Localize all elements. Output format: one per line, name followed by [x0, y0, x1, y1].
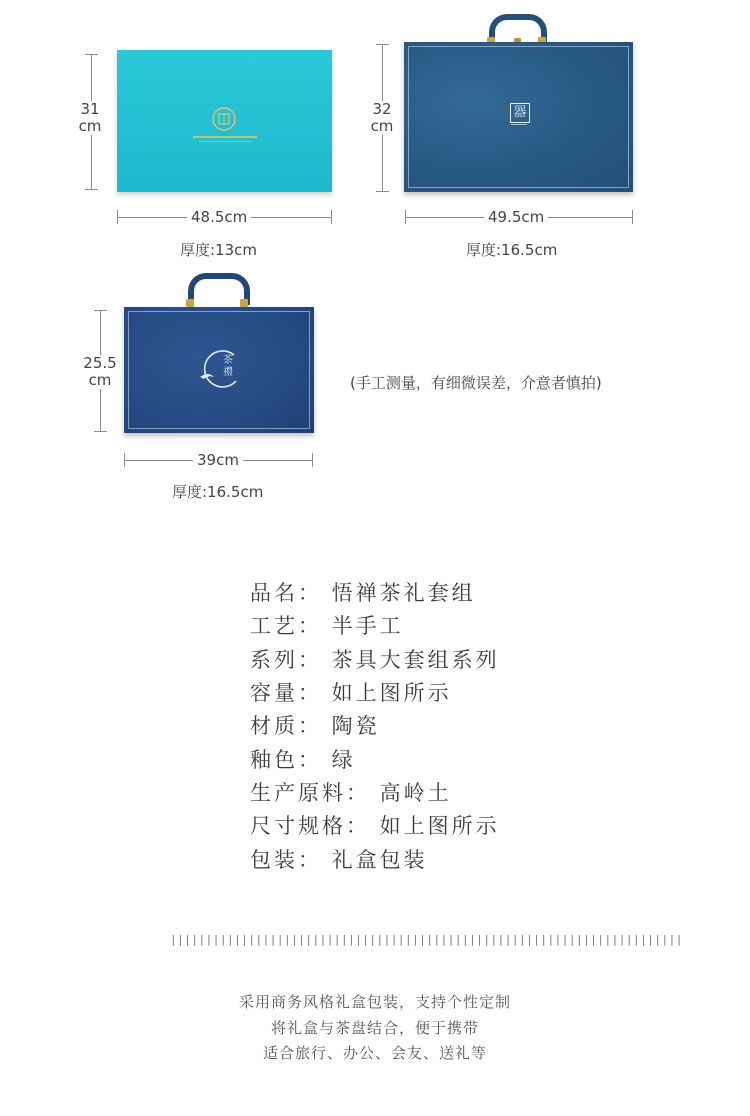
box3-width-cap-left — [124, 453, 125, 467]
box2-width-cap-right — [632, 210, 633, 224]
spec-series: 系列： 茶具大套组系列 — [250, 648, 500, 672]
description-line-1: 采用商务风格礼盒包装，支持个性定制 — [238, 993, 511, 1011]
box3-height-label: 25.5 cm — [78, 355, 122, 389]
box3-height-cap-bottom — [94, 431, 107, 432]
box3-thickness-label: 厚度:16.5cm — [172, 483, 264, 501]
box1-height-cap-bottom — [85, 189, 98, 190]
teal-gift-box — [117, 50, 332, 192]
spec-craft: 工艺： 半手工 — [250, 614, 404, 638]
description-line-2: 将礼盒与茶盘结合，便于携带 — [270, 1019, 479, 1037]
spec-size: 尺寸规格： 如上图所示 — [250, 814, 500, 838]
box2-logo-caption — [511, 124, 527, 125]
spec-product-name: 品名： 悟禅茶礼套组 — [250, 581, 476, 605]
box3-clasp-left — [186, 299, 194, 307]
spec-packaging: 包装： 礼盒包装 — [250, 848, 428, 872]
description-line-3: 适合旅行、办公、会友、送礼等 — [262, 1044, 487, 1062]
box3-height-cap-top — [94, 310, 107, 311]
box1-width-cap-left — [117, 210, 118, 224]
blue-briefcase-box-large — [404, 42, 633, 192]
box1-width-label: 48.5cm — [187, 208, 251, 226]
box1-height-cap-top — [85, 54, 98, 55]
box1-height-label: 31 cm — [70, 101, 110, 135]
spec-raw-material: 生产原料： 高岭土 — [250, 781, 452, 805]
box2-thickness-label: 厚度:16.5cm — [466, 241, 558, 259]
box2-height-cap-top — [376, 44, 389, 45]
crane-moon-logo-icon — [194, 347, 244, 391]
box2-width-cap-left — [405, 210, 406, 224]
seal-logo-icon — [211, 106, 237, 132]
box2-seal-logo: 器 — [510, 103, 530, 123]
box3-width-label: 39cm — [193, 451, 243, 469]
logo-text-line — [193, 136, 257, 138]
spec-capacity: 容量： 如上图所示 — [250, 681, 452, 705]
box3-width-cap-right — [312, 453, 313, 467]
box1-thickness-label: 厚度:13cm — [180, 241, 257, 259]
logo-subtext-line — [199, 141, 251, 142]
box1-width-cap-right — [331, 210, 332, 224]
box3-clasp-right — [240, 299, 248, 307]
box3-logo-text: 茶 禮 — [223, 355, 233, 378]
box2-width-label: 49.5cm — [484, 208, 548, 226]
tick-divider: |||||||||||||||||||||||||||||||||||||||||||||||||||||||||||||||||||||||| — [170, 933, 683, 946]
blue-briefcase-box-small — [124, 307, 314, 433]
spec-glaze-color: 釉色： 绿 — [250, 748, 356, 772]
measurement-note: (手工测量，有细微误差，介意者慎拍) — [350, 374, 602, 392]
box2-height-cap-bottom — [376, 191, 389, 192]
box2-height-label: 32 cm — [362, 101, 402, 135]
spec-material: 材质： 陶瓷 — [250, 714, 380, 738]
